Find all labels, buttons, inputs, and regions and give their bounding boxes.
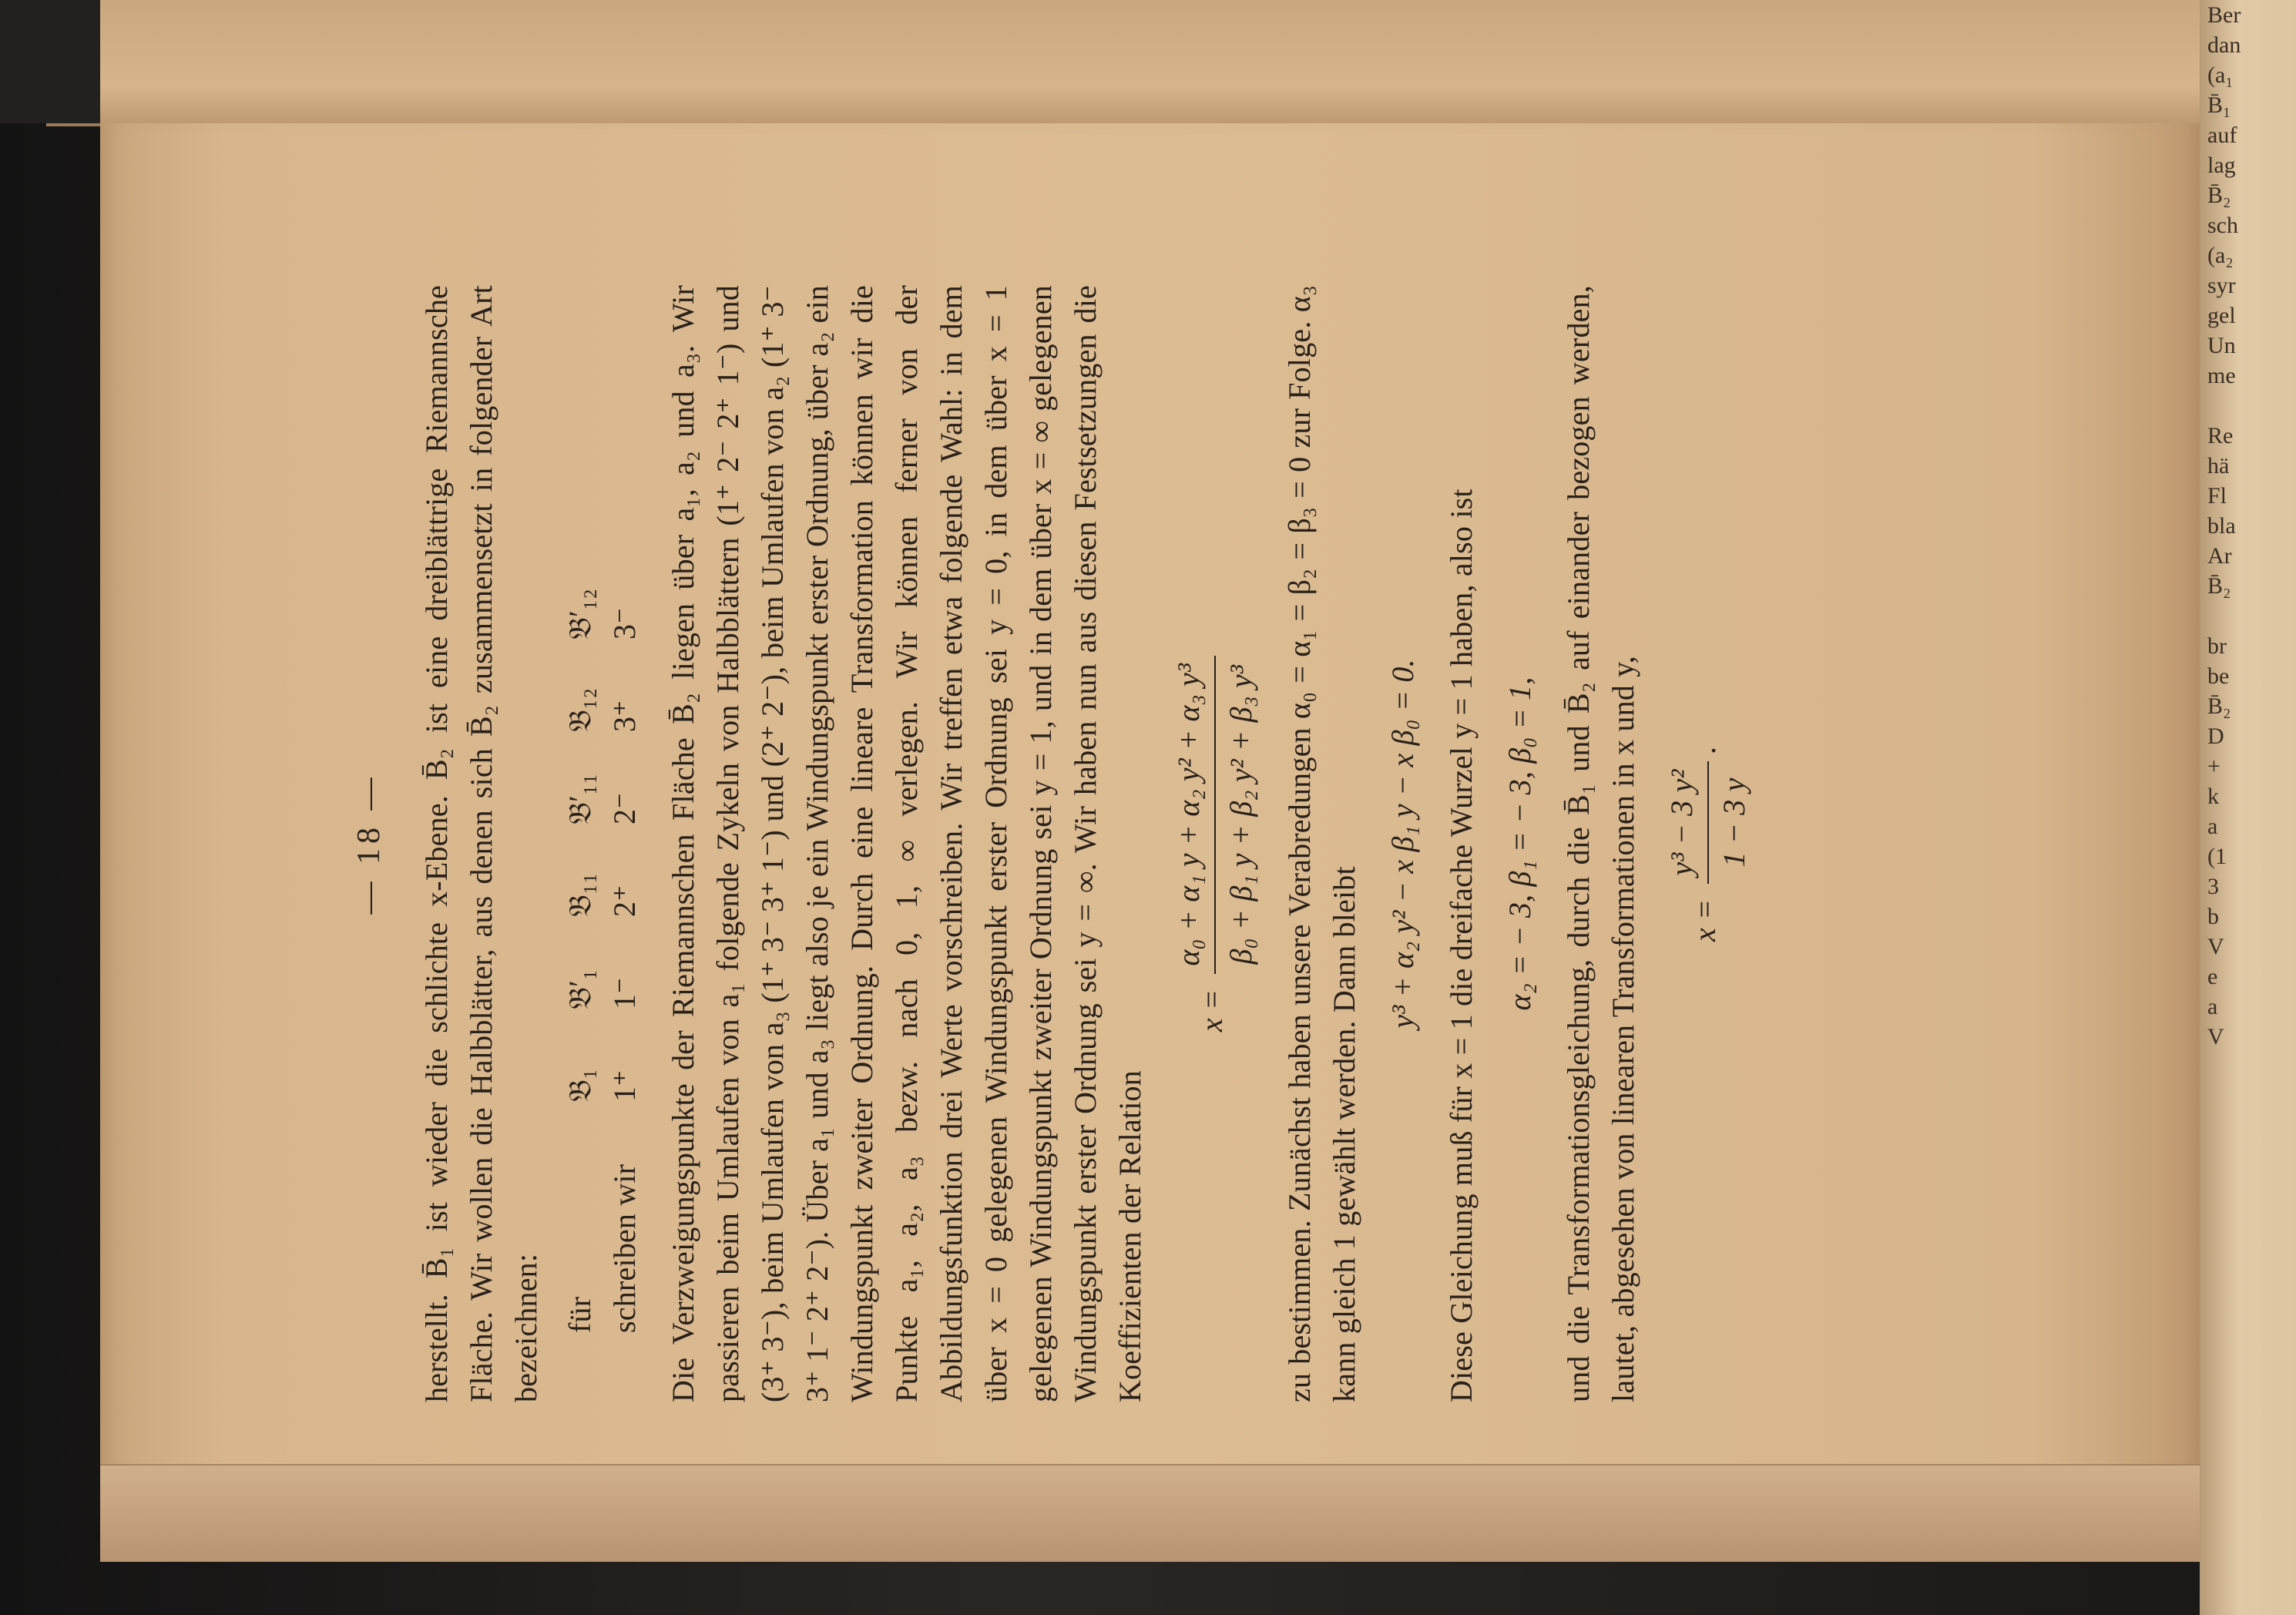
facing-page-fragment: (a₁	[2207, 62, 2234, 88]
paragraph-5: und die Transformationsgleichung, durch die B̄₁ und B̄₂ auf einander bezogen werden, lautet, abgesehen von linearen Transformationen in x und y,	[1561, 285, 1640, 1402]
page-text-block	[331, 285, 2026, 1402]
facing-page-fragment: B̄₂	[2207, 693, 2231, 719]
paragraph-3: zu bestimmen. Zunächst haben unsere Verabredungen α₀ = α₁ = β₂ = β₃ = 0 zur Folge. α₃ kann gleich 1 gewählt werden. Dann bleibt	[1282, 285, 1361, 1402]
facing-page-fragment: +	[2207, 754, 2220, 779]
facing-page-fragment: Ber	[2207, 2, 2241, 28]
scheme-cell: 3⁺	[607, 700, 642, 732]
paragraph-1: herstellt. B̄₁ ist wieder die schlichte x-Ebene. B̄₂ ist eine dreiblättrige Riemannsche Fläche. Wir wollen die Halbblätter, aus denen sich B̄₂ zusammensetzt in folgender Art bezeichnen:	[419, 285, 543, 1402]
facing-page-fragment: hä	[2207, 453, 2230, 478]
equation-fraction	[1166, 656, 1264, 974]
next-page-edge	[46, 0, 2204, 126]
scheme-row2-label: schreiben wir	[607, 1163, 642, 1333]
facing-page-fragment: e	[2207, 964, 2218, 989]
facing-page-fragment: me	[2207, 363, 2236, 388]
scheme-cell: 2⁻	[607, 792, 642, 824]
scheme-cell: 𝔅′₁₁	[562, 773, 597, 824]
facing-page-fragment: Re	[2207, 423, 2234, 448]
facing-page-fragment: (a₂	[2207, 243, 2234, 268]
facing-page-fragment: B̄₂	[2207, 183, 2231, 208]
scheme-cell: 3⁻	[607, 607, 642, 640]
facing-page-fragment: D	[2207, 724, 2224, 749]
equation-transformation	[1660, 285, 1757, 1402]
scheme-cell: 𝔅′₁	[562, 969, 597, 1009]
facing-page-fragment: dan	[2207, 32, 2241, 58]
page-stack-edge	[100, 1464, 2200, 1562]
facing-page-fragment: a	[2207, 994, 2218, 1019]
equation-tail: .	[1687, 745, 1723, 754]
facing-page-fragment: 3	[2207, 874, 2219, 899]
equation-remaining: y³ + α₂ y² − x β₁ y − x β₀ = 0.	[1385, 659, 1420, 1029]
paragraph-2: Die Verzweigungspunkte der Riemannschen Fläche B̄₂ liegen über a₁, a₂ und a₃. Wir passieren beim Umlaufen von a₁ folgende Zykeln von Halbblättern (1⁺ 2⁻ 2⁺ 1⁻) und (3⁺ 3⁻), beim Umlaufen von a₃ (1⁺ 3⁻ 3⁺ 1⁻) und (2⁺ 2⁻), beim Umlaufen von a₂ (1⁺ 3⁻ 3⁺ 1⁻ 2⁺ 2⁻). Über a₁ und a₃ liegt also je ein Windungspunkt erster Ordnung, über a₂ ein Windungspunkt zweiter Ordnung. Durch eine lineare Transformation können wir die Punkte a₁, a₂, a₃ bezw. nach 0, 1, ∞ verlegen. Wir können ferner von der Abbildungsfunktion drei Werte vorschreiben. Wir treffen etwa folgende Wahl: in dem über x = 0 gelegenen Windungspunkt erster Ordnung sei y = 0, in dem über x = 1 gelegenen Windungspunkt zweiter Ordnung sei y = 1, und in dem über x = ∞ gelegenen Windungspunkt erster Ordnung sei y = ∞. Wir haben nun aus diesen Festsetzungen die Koeffizienten der Relation	[666, 285, 1147, 1402]
facing-page-fragment: gel	[2207, 303, 2236, 328]
paragraph-4: Diese Gleichung muß für x = 1 die dreifache Wurzel y = 1 haben, also ist	[1444, 489, 1479, 1402]
page-number: — 18 —	[351, 773, 387, 915]
equation-relation	[1166, 285, 1264, 1402]
facing-page-fragment	[2207, 391, 2292, 421]
facing-page-fragment: sch	[2207, 213, 2238, 238]
facing-page-fragment: B̄₂	[2207, 573, 2231, 599]
equation-denominator: β₀ + β₁ y + β₂ y² + β₃ y³	[1224, 664, 1258, 965]
equation-denominator: 1 − 3 y	[1717, 777, 1751, 868]
scheme-cell: 𝔅′₁₂	[562, 588, 597, 640]
facing-page-fragment: lag	[2207, 153, 2236, 178]
equation-numerator: α₀ + α₁ y + α₂ y² + α₃ y³	[1166, 656, 1216, 974]
equation-fraction	[1660, 761, 1757, 883]
facing-page-fragment: V	[2207, 934, 2224, 959]
facing-page-fragment: b	[2207, 904, 2219, 929]
book-cover-corner	[0, 0, 100, 123]
facing-page-fragment: k	[2207, 784, 2219, 809]
facing-page-fragment	[2207, 601, 2292, 631]
facing-page-fragment: syr	[2207, 273, 2236, 298]
facing-page-fragment: B̄₁	[2207, 92, 2231, 118]
scheme-cell: 1⁺	[607, 1069, 642, 1102]
facing-page-fragment: br	[2207, 633, 2227, 659]
facing-page-fragment: be	[2207, 663, 2230, 689]
equation-lhs: x =	[1687, 898, 1723, 942]
half-sheet-scheme	[558, 285, 647, 1333]
facing-page-fragment: (1	[2207, 844, 2227, 869]
equation-lhs: x =	[1194, 989, 1230, 1032]
facing-page-fragment: Ar	[2207, 543, 2232, 569]
facing-page-fragment: V	[2207, 1024, 2224, 1049]
scheme-cell: 𝔅₁₂	[562, 687, 597, 732]
facing-page-text	[2207, 0, 2292, 1615]
equation-numerator: y³ − 3 y²	[1660, 761, 1709, 883]
facing-page-fragment: a	[2207, 814, 2218, 839]
equation-coefficients: α₂ = − 3, β₁ = − 3, β₀ = 1,	[1502, 677, 1537, 1011]
scheme-cell: 2⁺	[607, 885, 642, 917]
facing-page-fragment: bla	[2207, 513, 2236, 539]
facing-page-fragment: auf	[2207, 123, 2237, 148]
scheme-cell: 1⁻	[607, 977, 642, 1009]
facing-page-fragment: Un	[2207, 333, 2236, 358]
scheme-cell: 𝔅₁₁	[562, 872, 597, 917]
scheme-cell: 𝔅₁	[562, 1068, 597, 1102]
scheme-row1-label: für	[562, 1296, 597, 1333]
facing-page-fragment: Fl	[2207, 483, 2227, 509]
